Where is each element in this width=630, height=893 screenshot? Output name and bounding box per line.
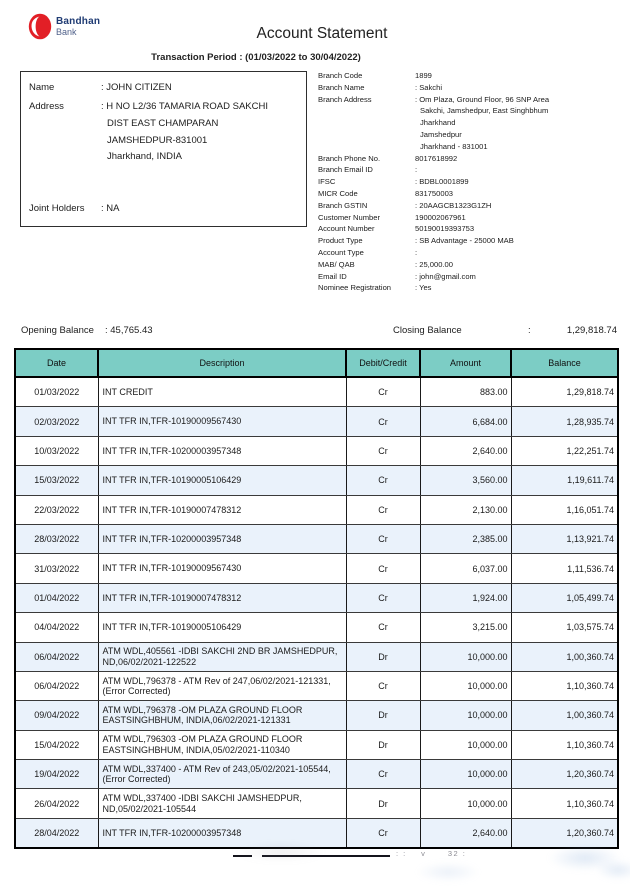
bandhan-logo-icon [28,13,52,40]
cell-date: 31/03/2022 [15,554,98,583]
cell-amount: 1,924.00 [420,583,511,612]
branch-row-label: Email ID [318,271,347,281]
cell-balance: 1,13,921.74 [511,524,618,553]
branch-row-value: 1899 [415,71,432,80]
opening-balance-label: Opening Balance [21,325,94,336]
cell-amount: 10,000.00 [420,730,511,759]
customer-row [29,97,298,166]
branch-row-label: Branch Email ID [318,165,373,175]
cell-amount: 10,000.00 [420,760,511,789]
cell-amount: 6,037.00 [420,554,511,583]
cell-balance: 1,28,935.74 [511,407,618,436]
cell-amount: 2,640.00 [420,818,511,848]
branch-row [318,282,620,294]
branch-row-label: Branch Phone No. [318,153,381,163]
table-row [15,642,618,671]
cell-balance: 1,20,360.74 [511,818,618,848]
branch-row-label: Branch GSTIN [318,200,368,210]
branch-row-label: MAB/ QAB [318,259,355,269]
cell-balance: 1,29,818.74 [511,377,618,407]
branch-row-value: : Sakchi [415,82,443,92]
branch-row-value: : [415,247,418,257]
cell-balance: 1,00,360.74 [511,701,618,730]
cell-amount: 3,560.00 [420,466,511,495]
cell-date: 04/04/2022 [15,613,98,642]
branch-row-value: 50190019393753 [415,224,475,234]
cell-balance: 1,10,360.74 [511,730,618,759]
cell-balance: 1,11,536.74 [511,554,618,583]
cell-balance: 1,16,051.74 [511,495,618,524]
table-header-cell: Amount [420,349,511,377]
branch-row [318,235,620,247]
cell-debit-credit: Cr [346,436,420,465]
branch-row-value: : [415,165,418,175]
cell-debit-credit: Cr [346,377,420,407]
closing-balance-label: Closing Balance [393,325,462,336]
branch-row-label: IFSC [318,177,336,187]
cell-amount: 10,000.00 [420,642,511,671]
table-header-cell: Description [98,349,346,377]
cell-debit-credit: Cr [346,818,420,848]
customer-row-value: : NA [101,203,120,214]
customer-rows [29,78,298,218]
table-header-cell: Date [15,349,98,377]
cell-debit-credit: Cr [346,671,420,700]
cell-balance: 1,03,575.74 [511,613,618,642]
cell-date: 01/04/2022 [15,583,98,612]
opening-balance-value: : 45,765.43 [105,325,153,336]
cell-description: ATM WDL,337400 - ATM Rev of 243,05/02/2021-105544, (Error Corrected) [98,760,346,789]
cell-date: 09/04/2022 [15,701,98,730]
cell-date: 28/03/2022 [15,524,98,553]
table-row [15,730,618,759]
cell-description: ATM WDL,796378 - ATM Rev of 247,06/02/2021-121331, (Error Corrected) [98,671,346,700]
branch-row [318,223,620,235]
branch-row-value: 8017618992 [415,153,458,163]
closing-balance-colon: : [528,325,531,336]
table-row [15,789,618,818]
branch-row-value: : SB Advantage - 25000 MAB [415,236,514,246]
table-row [15,613,618,642]
branch-row [318,82,620,94]
cell-balance: 1,22,251.74 [511,436,618,465]
cell-date: 06/04/2022 [15,642,98,671]
transaction-period: Transaction Period : (01/03/2022 to 30/04/2022) [151,52,361,63]
cell-date: 15/03/2022 [15,466,98,495]
balance-summary [0,325,630,339]
table-row [15,671,618,700]
customer-row-value: : H NO L2/36 TAMARIA ROAD SAKCHI DIST EAST CHAMPARAN JAMSHEDPUR-831001 Jharkhand, INDIA [101,101,269,162]
cell-amount: 10,000.00 [420,701,511,730]
cell-date: 26/04/2022 [15,789,98,818]
cell-debit-credit: Dr [346,730,420,759]
branch-row-value: : BDBL0001899 [415,177,469,187]
branch-row [318,200,620,212]
closing-balance-value: 1,29,818.74 [566,325,617,336]
cell-date: 22/03/2022 [15,495,98,524]
cell-description: ATM WDL,796378 -OM PLAZA GROUND FLOOR EASTSINGHBHUM, INDIA,06/02/2021-121331 [98,701,346,730]
cell-amount: 883.00 [420,377,511,407]
branch-row [318,153,620,165]
cell-debit-credit: Cr [346,554,420,583]
customer-row-label: Name [29,82,55,93]
customer-info-box [20,71,307,227]
branch-row-value: : 20AAGCB1323G1ZH [415,200,492,210]
bank-name-line1: Bandhan [56,16,101,27]
branch-row-value: 190002067961 [415,212,466,222]
branch-row [318,247,620,259]
cell-balance: 1,05,499.74 [511,583,618,612]
cell-balance: 1,19,611.74 [511,466,618,495]
cell-description: INT CREDIT [98,377,346,407]
branch-row-value: : Om Plaza, Ground Floor, 96 SNP Area Sakchi, Jamshedpur, East Singhbhum Jharkhand Jamshedpur Jharkhand - 831001 [415,94,550,151]
cell-date: 28/04/2022 [15,818,98,848]
cell-description: ATM WDL,405561 -IDBI SAKCHI 2ND BR JAMSHEDPUR, ND,06/02/2021-122522 [98,642,346,671]
transactions-table [14,348,619,849]
cell-debit-credit: Dr [346,642,420,671]
cell-debit-credit: Cr [346,407,420,436]
cell-debit-credit: Dr [346,789,420,818]
cell-debit-credit: Dr [346,701,420,730]
branch-row-label: Branch Name [318,82,365,92]
branch-row [318,164,620,176]
cell-balance: 1,10,360.74 [511,789,618,818]
table-row [15,466,618,495]
branch-row-label: Branch Code [318,71,363,80]
cell-description: INT TFR IN,TFR-10190007478312 [98,495,346,524]
cell-amount: 6,684.00 [420,407,511,436]
table-row [15,583,618,612]
customer-row [29,199,298,218]
cell-description: INT TFR IN,TFR-10200003957348 [98,818,346,848]
cell-date: 02/03/2022 [15,407,98,436]
bandhan-bank-logo [28,13,100,40]
customer-row-label: Joint Holders [29,203,85,214]
branch-row-value: 831750003 [415,188,454,198]
cell-balance: 1,10,360.74 [511,671,618,700]
scan-smudge [416,862,480,882]
cell-debit-credit: Cr [346,524,420,553]
branch-row-value: : 25,000.00 [415,259,454,269]
table-row [15,407,618,436]
bank-name-line2: Bank [56,27,77,37]
customer-row [29,78,298,97]
cell-description: INT TFR IN,TFR-10190005106429 [98,466,346,495]
table-row [15,524,618,553]
table-row [15,436,618,465]
branch-row [318,70,620,82]
cell-description: ATM WDL,796303 -OM PLAZA GROUND FLOOR EASTSINGHBHUM, INDIA,05/02/2021-110340 [98,730,346,759]
customer-row-value: : JOHN CITIZEN [101,82,172,93]
scan-smudge [596,860,630,880]
cell-amount: 2,130.00 [420,495,511,524]
branch-row [318,212,620,224]
branch-details [318,70,620,294]
branch-row [318,271,620,283]
table-header-cell: Balance [511,349,618,377]
cell-debit-credit: Cr [346,495,420,524]
cell-description: INT TFR IN,TFR-10190009567430 [98,554,346,583]
cell-debit-credit: Cr [346,583,420,612]
cell-description: INT TFR IN,TFR-10190005106429 [98,613,346,642]
branch-row [318,188,620,200]
branch-row [318,176,620,188]
cell-description: INT TFR IN,TFR-10190007478312 [98,583,346,612]
branch-row-label: Product Type [318,236,363,246]
table-row [15,495,618,524]
cell-amount: 10,000.00 [420,671,511,700]
table-header-cell: Debit/Credit [346,349,420,377]
cell-date: 19/04/2022 [15,760,98,789]
cell-description: INT TFR IN,TFR-10190009567430 [98,407,346,436]
cell-description: INT TFR IN,TFR-10200003957348 [98,436,346,465]
page-title: Account Statement [256,25,388,42]
table-row [15,818,618,848]
branch-row-label: Branch Address [318,94,372,104]
cell-debit-credit: Cr [346,466,420,495]
cell-description: INT TFR IN,TFR-10200003957348 [98,524,346,553]
branch-row-label: Account Type [318,247,364,257]
customer-row-label: Address [29,101,64,112]
bank-name [56,17,100,37]
cell-debit-credit: Cr [346,760,420,789]
branch-row-label: Nominee Registration [318,283,392,293]
cell-date: 01/03/2022 [15,377,98,407]
cell-amount: 2,385.00 [420,524,511,553]
branch-row-label: Account Number [318,224,375,234]
branch-row-label: MICR Code [318,188,358,198]
branch-row-value: : john@gmail.com [415,271,476,281]
table-header-row [15,349,618,377]
cell-date: 06/04/2022 [15,671,98,700]
branch-row-value: : Yes [415,283,432,293]
table-row [15,554,618,583]
branch-row [318,259,620,271]
table-row [15,377,618,407]
cell-date: 10/03/2022 [15,436,98,465]
cell-debit-credit: Cr [346,613,420,642]
branch-row [318,94,620,153]
footer-scan-line [262,855,390,857]
cell-date: 15/04/2022 [15,730,98,759]
cell-balance: 1,00,360.74 [511,642,618,671]
cell-amount: 3,215.00 [420,613,511,642]
table-row [15,701,618,730]
cell-balance: 1,20,360.74 [511,760,618,789]
branch-row-label: Customer Number [318,212,381,222]
cell-description: ATM WDL,337400 -IDBI SAKCHI JAMSHEDPUR, ND,05/02/2021-105544 [98,789,346,818]
cell-amount: 10,000.00 [420,789,511,818]
footer-artifact-text: : : v 32 : [396,849,467,858]
cell-amount: 2,640.00 [420,436,511,465]
footer-scan-line [233,855,252,857]
table-row [15,760,618,789]
